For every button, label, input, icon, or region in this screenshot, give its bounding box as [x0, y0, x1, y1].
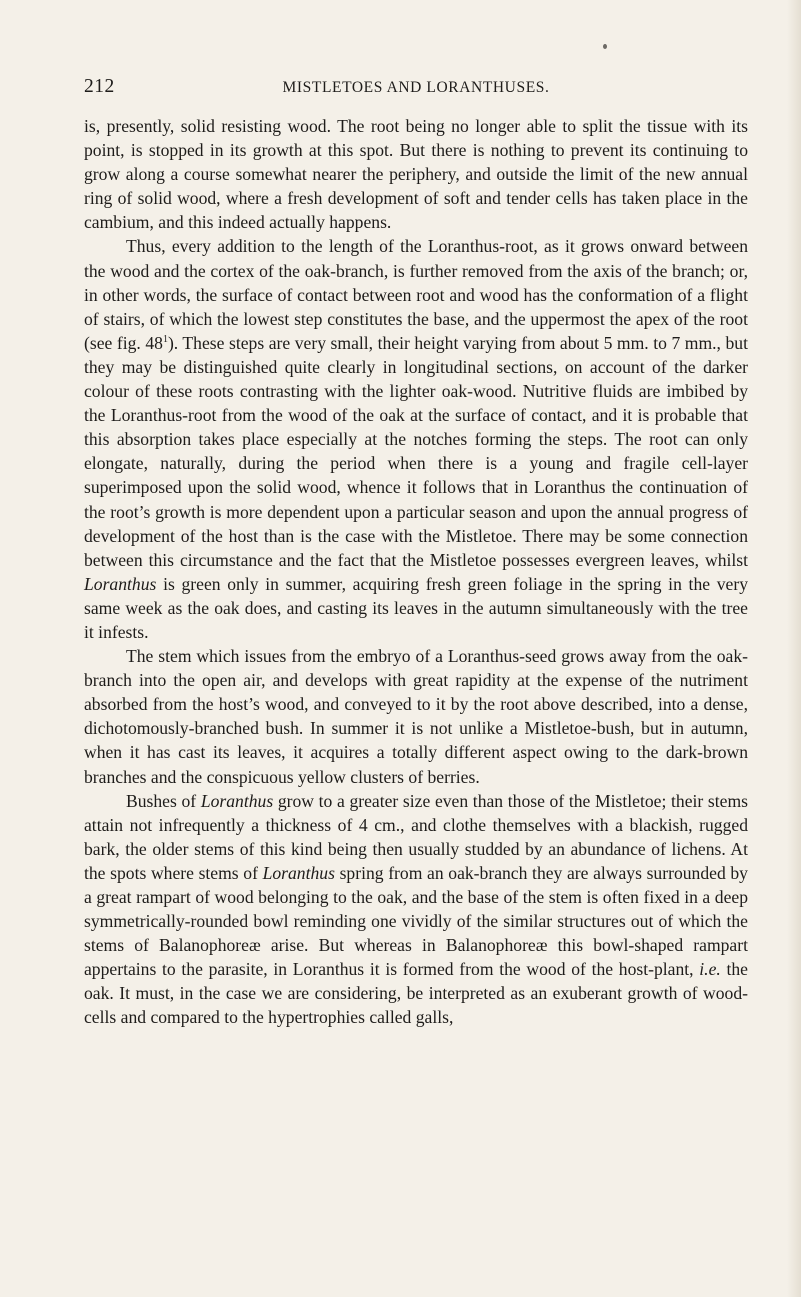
page-edge-shadow	[787, 0, 801, 1297]
body-text	[84, 114, 748, 1030]
paragraph-2: Thus, every addition to the length of the Loranthus-root, as it grows onward between the wood and the cortex of the oak-branch, is further removed from the axis of the branch; or, in other words, the surface of contact between root and wood has the conformation of a flight of stairs, of which the lowest step constitutes the base, and the uppermost the apex of the root (see fig. $48^1$). These steps are very small, their height varying from about 5 mm. to 7 mm., but they may be distinguished quite clearly in longitudinal sections, on account of the darker colour of these roots contrasting with the lighter oak-wood. Nutritive fluids are imbibed by the Loranthus-root from the wood of the oak at the surface of contact, and it is probable that this absorption takes place especially at the notches forming the steps. The root can only elongate, naturally, during the period when there is a young and fragile cell-layer superimposed upon the solid wood, whence it follows that in Loranthus the continuation of the root’s growth is more dependent upon a particular season and upon the annual progress of development of the host than is the case with the Mistletoe. There may be some connection between this circumstance and the fact that the Mistletoe possesses evergreen leaves, whilst Loranthus is green only in summer, acquiring fresh green foliage in the spring in the very same week as the oak does, and casting its leaves in the autumn simultaneously with the tree it infests.	[84, 236, 748, 642]
paragraph-1: is, presently, solid resisting wood. The root being no longer able to split the tissue with its point, is stopped in its growth at this spot. But there is nothing to prevent its continuing to grow along a course somewhat nearer the periphery, and outside the limit of the new annual ring of solid wood, where a fresh development of soft and tender cells has taken place in the cambium, and this indeed actually happens.	[84, 116, 748, 233]
ink-speck	[603, 44, 607, 49]
paragraph-3: The stem which issues from the embryo of a Loranthus-seed grows away from the oak-branch into the open air, and develops with great rapidity at the expense of the nutriment absorbed from the host’s wood, and conveyed to it by the root above described, into a dense, dichotomously-branched bush. In summer it is not unlike a Mistletoe-bush, but in autumn, when it has cast its leaves, it acquires a totally different aspect owing to the dark-brown branches and the conspicuous yellow clusters of berries.	[84, 646, 748, 787]
footnote-marker: 1	[162, 333, 168, 345]
running-head: MISTLETOES AND LORANTHUSES.	[282, 79, 550, 96]
page-header	[84, 76, 748, 100]
page-number: 212	[84, 76, 115, 97]
paragraph-4: Bushes of Loranthus grow to a greater size even than those of the Mistletoe; their stems attain not infrequently a thickness of 4 cm., and clothe themselves with a blackish, rugged bark, the older stems of this kind being then usually studded by an abundance of lichens. At the spots where stems of Loranthus spring from an oak-branch they are always surrounded by a great rampart of wood belonging to the oak, and the base of the stem is often fixed in a deep symmetrically-rounded bowl reminding one vividly of the similar structures out of which the stems of Balanophoreæ arise. But whereas in Balanophoreæ this bowl-shaped rampart appertains to the parasite, in Loranthus it is formed from the wood of the host-plant, i.e. the oak. It must, in the case we are considering, be interpreted as an exuberant growth of wood-cells and compared to the hypertrophies called galls,	[84, 790, 748, 1028]
